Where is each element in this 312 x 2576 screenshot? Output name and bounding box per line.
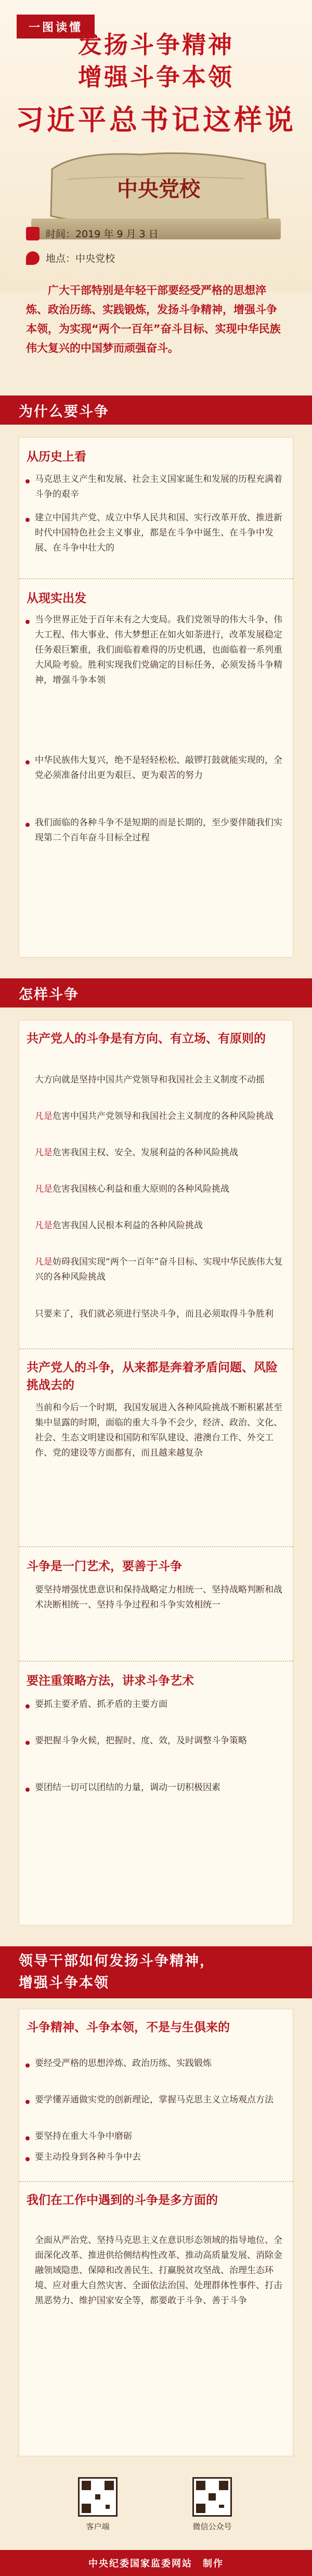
meeting-info <box>26 229 182 276</box>
bullet-icon <box>25 518 30 522</box>
bullet-icon <box>25 2100 30 2104</box>
reality-point-3: 我们面临的各种斗争不是短期的而是长期的，至少要伴随我们实现第二个百年奋斗目标全过程 <box>35 818 282 843</box>
not-innate-point-1: 要经受严格的思想淬炼、政治历练、实践锻炼 <box>35 2058 212 2069</box>
art-text: 要坚持增强忧患意识和保持战略定力相统一、坚持战略判断和战术决断相统一、坚持斗争过程和斗争实效相统一 <box>35 1585 282 1610</box>
reality-point-2: 中华民族伟大复兴，绝不是轻轻松松、敲锣打鼓就能实现的，全党必须准备付出更为艰巨、更为艰苦的努力 <box>35 755 282 781</box>
divider <box>19 2181 294 2182</box>
keyword-fanshi: 凡是 <box>35 1147 53 1158</box>
section-how-struggle-header: 怎样斗争 <box>0 978 312 1008</box>
title-line-1: 发扬斗争精神 <box>78 31 234 59</box>
location-pin-icon <box>26 251 40 265</box>
subheading-history: 从历史上看 <box>27 450 86 464</box>
bullet-icon <box>25 620 30 624</box>
divider <box>19 1348 294 1349</box>
title-line-3: 习近平总书记这样说 <box>16 104 296 136</box>
divider <box>19 578 294 579</box>
not-innate-point-4: 要主动投身到各种斗争中去 <box>35 2152 141 2162</box>
tag-label: 一图读懂 <box>17 15 95 39</box>
place-text: 地点：中央党校 <box>46 253 115 264</box>
party-school-stone-image <box>47 148 270 226</box>
not-innate-point-2: 要学懂弄通做实党的创新理论，掌握马克思主义立场观点方法 <box>35 2095 274 2105</box>
subheading-reality: 从现实出发 <box>27 592 86 605</box>
section-why-struggle-card <box>19 437 293 958</box>
section-leaders-title-2: 增强斗争本领 <box>19 1975 109 1991</box>
many-aspects-text: 全面从严治党、坚持马克思主义在意识形态领域的指导地位、全面深化改革、推进供给侧结构性改革、推动高质量发展、消除金融领域隐患、保障和改善民生、打赢脱贫攻坚战、治理生态环境、应对重大自然灾害、全面依法治国、处理群体性事件、打击黑恶势力、维护国家安全等，都要敢于斗争、善于斗争 <box>35 2235 282 2306</box>
bullet-icon <box>25 479 30 483</box>
history-point-2: 建立中国共产党、成立中华人民共和国、实行改革开放、推进新时代中国特色社会主义事业，都是在斗争中诞生、在斗争中发展、在斗争中壮大的 <box>35 513 282 553</box>
footer-credit: 中央纪委国家监委网站 制作 <box>0 2550 312 2576</box>
qr-code-wechat-icon <box>192 2477 232 2517</box>
not-innate-point-3: 要坚持在重大斗争中磨砺 <box>35 2131 132 2141</box>
stone-inscription: 中央党校 <box>117 177 200 201</box>
bullet-icon <box>25 1788 30 1792</box>
direction-point-2: 危害我国主权、安全、发展利益的各种风险挑战 <box>53 1147 238 1158</box>
qr-label-wechat: 微信公众号 <box>192 2522 232 2531</box>
strategy-point-3: 要团结一切可以团结的力量，调动一切积极因素 <box>35 1782 220 1793</box>
section-leaders-header <box>0 1946 312 1998</box>
section-leaders-title-1: 领导干部如何发扬斗争精神， <box>19 1953 215 1969</box>
bullet-icon <box>25 2136 30 2140</box>
direction-point-4: 危害我国人民根本利益的各种风险挑战 <box>53 1220 203 1231</box>
subheading-many-aspects: 我们在工作中遇到的斗争是多方面的 <box>27 2194 218 2207</box>
contradictions-text: 当前和今后一个时期，我国发展进入各种风险挑战不断积累甚至集中显露的时期，面临的重大斗争不会少，经济、政治、文化、社会、生态文明建设和国防和军队建设、港澳台工作、外交工作、党的建设等方面都有，而且越来越复杂 <box>35 1402 282 1458</box>
bullet-icon <box>25 1704 30 1708</box>
keyword-fanshi: 凡是 <box>35 1184 53 1194</box>
bullet-icon <box>25 823 30 827</box>
subheading-strategy: 要注重策略方法，讲求斗争艺术 <box>27 1674 194 1688</box>
subheading-contradictions: 共产党人的斗争，从来都是奔着矛盾问题、风险挑战去的 <box>27 1361 278 1392</box>
section-how-struggle-card <box>19 1020 293 1925</box>
calendar-icon <box>26 227 40 240</box>
keyword-fanshi: 凡是 <box>35 1220 53 1231</box>
section-leaders-card <box>19 2009 293 2456</box>
bullet-icon <box>25 2063 30 2068</box>
direction-point-1: 危害中国共产党领导和我国社会主义制度的各种风险挑战 <box>53 1111 274 1121</box>
bullet-icon <box>25 1741 30 1745</box>
direction-conclusion: 只要来了，我们就必须进行坚决斗争，而且必须取得斗争胜利 <box>35 1309 274 1319</box>
divider <box>19 1661 294 1662</box>
history-point-1: 马克思主义产生和发展、社会主义国家诞生和发展的历程充满着斗争的艰辛 <box>35 474 282 500</box>
time-row <box>26 226 159 240</box>
intro-paragraph: 广大干部特别是年轻干部要经受严格的思想淬炼、政治历练、实践锻炼，发扬斗争精神，增强斗争本领，为实现“两个一百年”奋斗目标、实现中华民族伟大复兴的中国梦而顽强奋斗。 <box>26 284 281 354</box>
keyword-fanshi: 凡是 <box>35 1111 53 1121</box>
strategy-point-1: 要抓主要矛盾、抓矛盾的主要方面 <box>35 1699 167 1710</box>
bullet-icon <box>25 2157 30 2161</box>
subheading-not-innate: 斗争精神、斗争本领，不是与生俱来的 <box>27 2021 230 2034</box>
direction-point-3: 危害我国核心利益和重大原则的各种风险挑战 <box>53 1184 229 1194</box>
divider <box>19 1546 294 1547</box>
bullet-icon <box>25 760 30 764</box>
subheading-art: 斗争是一门艺术，要善于斗争 <box>27 1560 182 1573</box>
direction-point-5: 妨碍我国实现“两个一百年”奋斗目标、实现中华民族伟大复兴的各种风险挑战 <box>35 1257 283 1282</box>
keyword-fanshi: 凡是 <box>35 1257 53 1267</box>
section-why-struggle-header: 为什么要斗争 <box>0 396 312 425</box>
direction-point-main: 大方向就是坚持中国共产党领导和我国社会主义制度不动摇 <box>35 1075 265 1085</box>
reality-point-1: 当今世界正处于百年未有之大变局。我们党领导的伟大斗争、伟大工程、伟大事业、伟大梦想正在如火如荼进行，改革发展稳定任务艰巨繁重，我们面临着难得的历史机遇，也面临着一系列重大风险考验。胜利实现我们党确定的目标任务，必须发扬斗争精神，增强斗争本领 <box>35 615 282 685</box>
subheading-direction: 共产党人的斗争是有方向、有立场、有原则的 <box>27 1032 266 1045</box>
place-row <box>26 251 115 265</box>
time-text: 时间：2019 年 9 月 3 日 <box>46 228 159 240</box>
strategy-point-2: 要把握斗争火候，把握时、度、效，及时调整斗争策略 <box>35 1736 247 1746</box>
qr-code-client-icon <box>78 2477 118 2517</box>
qr-label-client: 客户端 <box>86 2522 110 2531</box>
title-line-2: 增强斗争本领 <box>78 63 234 91</box>
